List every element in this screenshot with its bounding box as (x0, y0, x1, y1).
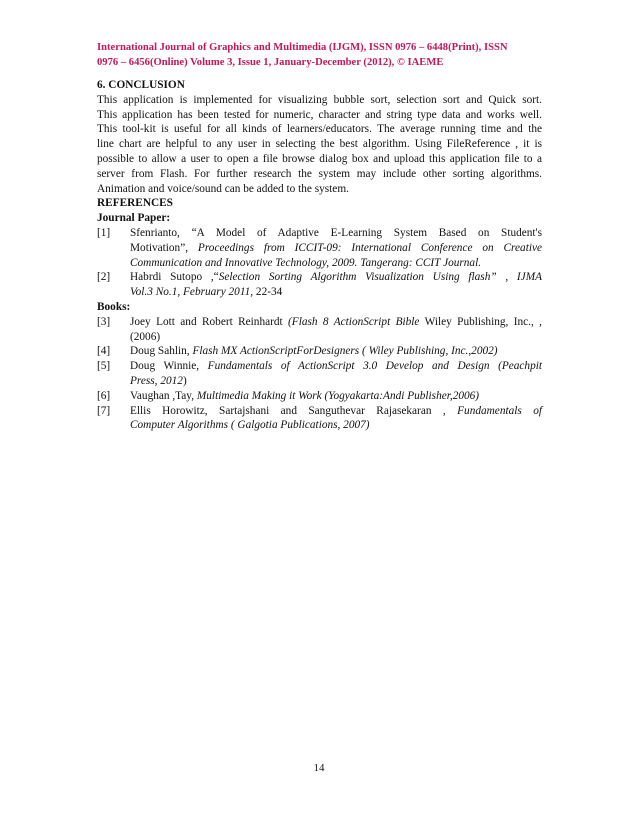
reference-authors: Joey Lott and Robert Reinhardt (130, 315, 289, 328)
reference-source: Multimedia Making it Work (Yogyakarta:Andi Publisher,2006) (196, 389, 480, 402)
books-heading: Books: (97, 300, 131, 313)
journal-header (97, 40, 542, 70)
conclusion-title: 6. CONCLUSION (97, 79, 185, 91)
reference-source: Computer Algorithms ( Galgotia Publications, 2007) (130, 419, 370, 432)
reference-source: Fundamentals of ActionScript 3.0 Develop and Design (Peachpit (207, 360, 542, 373)
reference-item (97, 344, 542, 359)
reference-title-part: Motivation”, (130, 241, 198, 254)
reference-number: [2] (97, 271, 111, 284)
reference-line (130, 270, 542, 285)
conclusion-line: possible to allow a user to open a file browse dialog box and upload this application file to a (97, 152, 542, 165)
reference-source: Selection Sorting Algorithm Visualization Using flash” , IJMA (218, 271, 543, 284)
reference-number: [1] (97, 226, 111, 239)
reference-authors: Habrdi Sutopo ,“ (130, 271, 219, 284)
reference-source: (Flash 8 ActionScript Bible (288, 315, 420, 328)
page-number: 14 (313, 762, 325, 774)
reference-line (130, 330, 542, 345)
reference-item (97, 359, 542, 389)
reference-line (130, 241, 542, 256)
reference-line (130, 315, 542, 330)
reference-line (130, 389, 542, 404)
reference-source: Proceedings from ICCIT-09: International Conference on Creative (197, 241, 542, 254)
reference-text (130, 389, 542, 404)
reference-text (130, 270, 542, 300)
reference-number: [4] (97, 345, 111, 358)
reference-line (130, 404, 542, 419)
reference-authors: Vaughan ,Tay, (130, 389, 197, 402)
reference-number: [6] (97, 389, 111, 402)
reference-line (130, 256, 542, 271)
reference-line (130, 418, 542, 433)
references-title: REFERENCES (97, 197, 173, 210)
reference-authors: Doug Sahlin, (130, 345, 193, 358)
reference-year: (2006) (130, 330, 161, 343)
reference-source: Press, 2012 (130, 374, 183, 387)
conclusion-line: line chart are helpful to any user in selecting the best algorithm. Using FileReference , it is (97, 138, 542, 151)
reference-authors: Doug Winnie, (130, 360, 208, 373)
reference-publisher: Wiley Publishing, Inc., , (419, 315, 542, 328)
reference-line (130, 374, 542, 389)
reference-item (97, 226, 542, 270)
reference-close: ) (182, 374, 187, 387)
conclusion-line: server from Flash. For further research the system may include other sorting algorithms. (97, 167, 542, 180)
reference-item (97, 404, 542, 434)
journal-header-line-2: 0976 – 6456(Online) Volume 3, Issue 1, January-December (2012), © IAEME (97, 57, 444, 68)
reference-number: [5] (97, 360, 111, 373)
page-content (97, 40, 542, 433)
reference-text (130, 344, 542, 359)
reference-text (130, 404, 542, 434)
journal-header-line-1: International Journal of Graphics and Multimedia (IJGM), ISSN 0976 – 6448(Print), ISSN (97, 42, 508, 53)
reference-item (97, 389, 542, 404)
reference-number: [3] (97, 315, 111, 328)
conclusion-paragraph (97, 93, 542, 197)
conclusion-line: Animation and voice/sound can be added to the system. (97, 182, 349, 195)
conclusion-line: This application has been tested for numeric, character and string type data and works well. (97, 108, 542, 121)
reference-number: [7] (97, 404, 111, 417)
reference-authors: Sfenrianto, “A Model of Adaptive E-Learning System Based on Student's (130, 226, 542, 239)
reference-text (130, 315, 542, 345)
reference-line (130, 344, 542, 359)
reference-authors: Ellis Horowitz, Sartajshani and Sanguthevar Rajasekaran , (130, 404, 458, 417)
reference-source: Communication and Innovative Technology, 2009. Tangerang: CCIT Journal. (130, 256, 482, 269)
reference-source: Vol.3 No.1, February 2011, (130, 286, 254, 299)
journal-paper-heading: Journal Paper: (97, 212, 171, 225)
reference-line (130, 285, 542, 300)
reference-line (130, 359, 542, 374)
reference-pages: 22-34 (253, 286, 283, 299)
reference-text (130, 359, 542, 389)
conclusion-line: This tool-kit is useful for all kinds of learners/educators. The average running time and the (97, 123, 542, 136)
reference-text (130, 226, 542, 270)
reference-item (97, 315, 542, 345)
conclusion-line: This application is implemented for visualizing bubble sort, selection sort and Quick sort. (97, 93, 542, 106)
reference-source: Fundamentals of (457, 404, 543, 417)
reference-item (97, 270, 542, 300)
reference-source: Flash MX ActionScriptForDesigners ( Wiley Publishing, Inc.,2002) (192, 345, 498, 358)
reference-line (130, 226, 542, 241)
